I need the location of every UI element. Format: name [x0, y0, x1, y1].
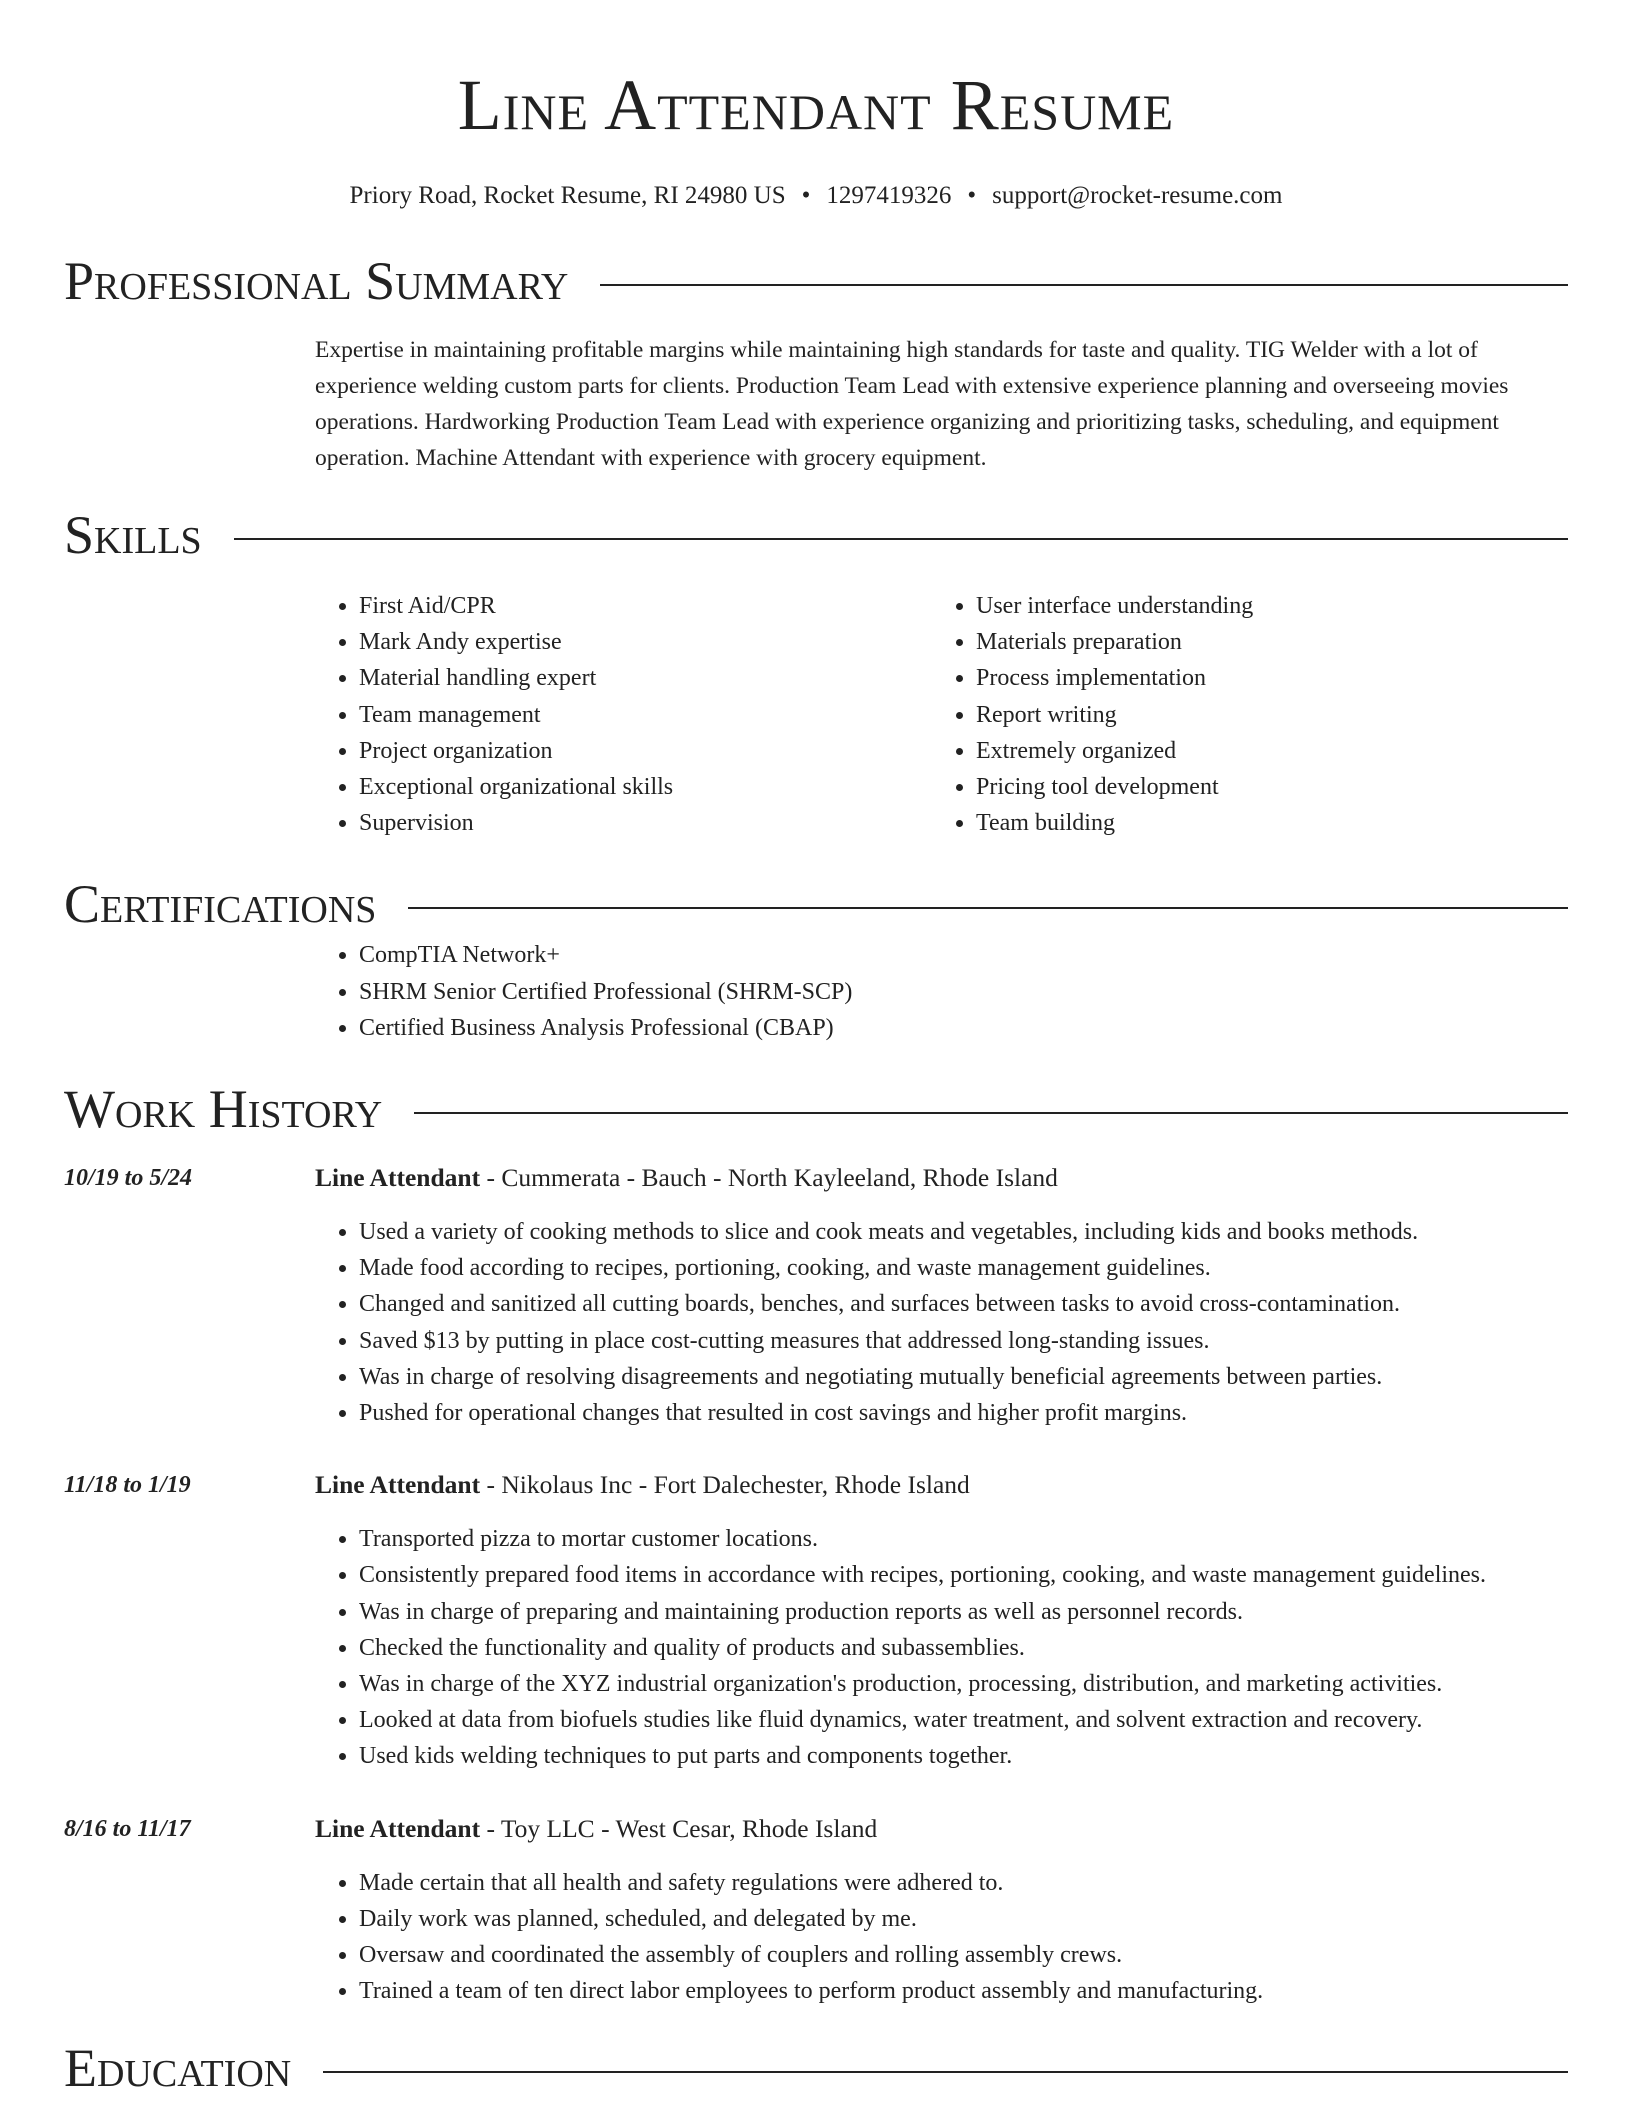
job-dates: 11/18 to 1/19 [64, 1472, 191, 1499]
skill-item: • Supervision [359, 805, 932, 841]
job-bullet: • Used a variety of cooking methods to slice and cook meats and vegetables, including kids and books methods. [359, 1214, 1568, 1250]
job-bullet: • Used kids welding techniques to put parts and components together. [359, 1738, 1568, 1774]
job-bullet: • Was in charge of preparing and maintaining production reports as well as personnel records. [359, 1594, 1568, 1630]
job-company: - Nikolaus Inc - Fort Dalechester, Rhode Island [480, 1470, 970, 1500]
job-company: - Toy LLC - West Cesar, Rhode Island [480, 1813, 878, 1843]
job-entry [64, 1467, 1568, 1774]
resume-title: Line Attendant Resume [457, 65, 1175, 145]
job-entry [64, 1160, 1568, 1431]
section-divider [600, 284, 1568, 286]
job-bullet: • Was in charge of the XYZ industrial organization's production, processing, distribution, and marketing activities. [359, 1666, 1568, 1702]
skill-item: • User interface understanding [976, 588, 1549, 624]
skills-grid [315, 588, 1568, 841]
skill-item: • Exceptional organizational skills [359, 769, 932, 805]
skills-section [315, 588, 1568, 841]
certification-item: • SHRM Senior Certified Professional (SHRM-SCP) [359, 974, 1568, 1010]
skill-item: • Materials preparation [976, 624, 1549, 660]
job-bullet: • Daily work was planned, scheduled, and delegated by me. [359, 1901, 1568, 1937]
job-details [315, 1160, 1568, 1431]
skills-section-title: Skills [64, 505, 202, 565]
job-title: Line Attendant [315, 1470, 481, 1500]
job-bullets [315, 1865, 1568, 2010]
job-details [315, 1467, 1568, 1774]
education-section-title: Education [64, 2038, 292, 2099]
job-title-line [315, 1160, 1568, 1196]
job-dates: 8/16 to 11/17 [64, 1815, 191, 1842]
contact-phone: 1297419326 [826, 182, 952, 209]
job-company: - Cummerata - Bauch - North Kayleeland, Rhode Island [480, 1163, 1058, 1193]
section-divider [323, 2071, 1568, 2073]
job-bullet: • Pushed for operational changes that resulted in cost savings and higher profit margins. [359, 1395, 1568, 1431]
certifications-section [315, 937, 1568, 1046]
section-divider [414, 1112, 1568, 1114]
work-section-header [64, 1076, 1568, 1142]
certifications-section-title: Certifications [64, 874, 377, 935]
skill-item: • Project organization [359, 733, 932, 769]
skill-item: • Pricing tool development [976, 769, 1549, 805]
job-bullet: • Saved $13 by putting in place cost-cutting measures that addressed long-standing issues. [359, 1323, 1568, 1359]
job-bullets [315, 1214, 1568, 1431]
skill-item: • Material handling expert [359, 660, 932, 696]
skills-section-header [64, 502, 1568, 568]
certifications-list [315, 937, 1568, 1046]
job-bullet: • Changed and sanitized all cutting boards, benches, and surfaces between tasks to avoid cross-contamination. [359, 1286, 1568, 1322]
work-section-title: Work History [64, 1079, 383, 1140]
job-bullet: • Trained a team of ten direct labor employees to perform product assembly and manufacturing. [359, 1973, 1568, 2009]
skills-list-left [315, 588, 932, 841]
contact-address: Priory Road, Rocket Resume, RI 24980 US [349, 182, 786, 209]
skill-item: • First Aid/CPR [359, 588, 932, 624]
summary-section [315, 332, 1568, 476]
job-bullet: • Oversaw and coordinated the assembly of couplers and rolling assembly crews. [359, 1937, 1568, 1973]
certification-item: • Certified Business Analysis Professional (CBAP) [359, 1010, 1568, 1046]
job-entry [64, 1811, 1568, 2010]
skills-column-right [932, 588, 1549, 841]
job-bullet: • Made food according to recipes, portioning, cooking, and waste management guidelines. [359, 1250, 1568, 1286]
job-title: Line Attendant [315, 1813, 481, 1843]
skills-list-right [932, 588, 1549, 841]
certifications-section-header [64, 871, 1568, 937]
section-divider [408, 907, 1568, 909]
skill-item: • Team building [976, 805, 1549, 841]
contact-email: support@rocket-resume.com [992, 182, 1283, 209]
job-bullet: • Checked the functionality and quality of products and subassemblies. [359, 1630, 1568, 1666]
skills-column-left [315, 588, 932, 841]
skill-item: • Mark Andy expertise [359, 624, 932, 660]
education-section-header [64, 2035, 1568, 2101]
job-details [315, 1811, 1568, 2010]
skill-item: • Team management [359, 697, 932, 733]
summary-section-header [64, 248, 1568, 314]
job-bullet: • Looked at data from biofuels studies like fluid dynamics, water treatment, and solvent extraction and recovery. [359, 1702, 1568, 1738]
skill-item: • Extremely organized [976, 733, 1549, 769]
job-bullet: • Transported pizza to mortar customer locations. [359, 1521, 1568, 1557]
job-bullet: • Was in charge of resolving disagreements and negotiating mutually beneficial agreements between parties. [359, 1359, 1568, 1395]
job-bullets [315, 1521, 1568, 1774]
skill-item: • Process implementation [976, 660, 1549, 696]
skill-item: • Report writing [976, 697, 1549, 733]
job-title: Line Attendant [315, 1163, 481, 1193]
certification-item: • CompTIA Network+ [359, 937, 1568, 973]
contact-separator: • [801, 182, 811, 209]
resume-header [64, 0, 1568, 212]
job-bullet: • Consistently prepared food items in accordance with recipes, portioning, cooking, and waste management guidelines. [359, 1557, 1568, 1593]
job-bullet: • Made certain that all health and safety regulations were adhered to. [359, 1865, 1568, 1901]
contact-line [64, 180, 1568, 212]
summary-section-title: Professional Summary [64, 251, 569, 311]
contact-separator: • [967, 182, 977, 209]
job-dates: 10/19 to 5/24 [64, 1165, 193, 1192]
job-title-line [315, 1467, 1568, 1503]
summary-text: Expertise in maintaining profitable margins while maintaining high standards for taste and quality. TIG Welder with a lot of experience welding custom parts for clients. Production Team Lead with extensive experience planning and overseeing movies operations. Hardworking Production Team Lead with experience organizing and prioritizing tasks, scheduling, and equipment operation. Machine Attendant with experience with grocery equipment. [315, 337, 1509, 471]
section-divider [234, 538, 1568, 540]
job-title-line [315, 1811, 1568, 1847]
